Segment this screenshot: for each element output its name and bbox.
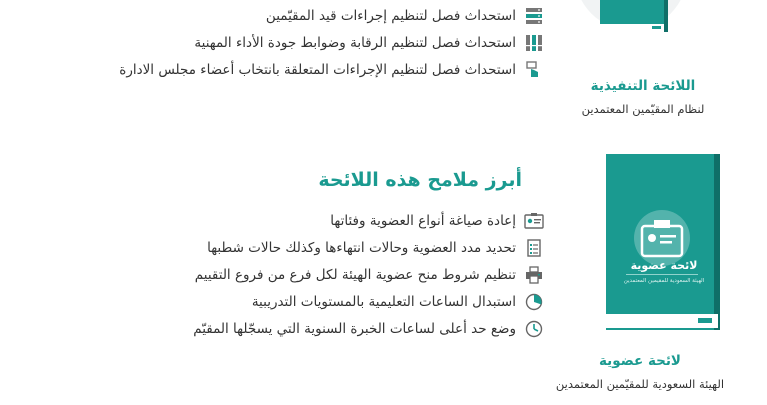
bottom-book-caption: [540, 353, 740, 391]
section-heading: أبرز ملامح هذه اللائحة: [318, 169, 522, 191]
pie-chart-icon: [523, 292, 545, 312]
binders-icon: [523, 33, 545, 53]
list-item-text: استحداث فصل لتنظيم الرقابة وضوابط جودة الأداء المهنية: [194, 34, 516, 51]
list-item-text: استبدال الساعات التعليمية بالمستويات التدريبية: [251, 293, 516, 310]
membership-regulation-book-cover: [602, 152, 722, 332]
top-book-title: اللائحة التنفيذية: [590, 78, 696, 94]
list-item: [119, 29, 545, 56]
list-item: [193, 315, 545, 342]
list-item: [193, 207, 545, 234]
top-book-subtitle: لنظام المقيّمين المعتمدين: [581, 102, 705, 116]
book-cover-subtitle: الهيئة السعودية للمقيمين المعتمدين: [623, 278, 705, 284]
clock-icon: [523, 319, 545, 339]
list-item-text: تحديد مدد العضوية وحالات انتهاءها وكذلك حالات شطبها: [207, 239, 516, 256]
bottom-book-title: لائحة عضوية: [599, 353, 681, 369]
list-item: [119, 56, 545, 83]
list-item-text: استحداث فصل لتنظيم إجراءات قيد المقيّمين: [265, 7, 516, 24]
top-book-caption: [568, 78, 718, 116]
highlights-list: [193, 207, 545, 342]
list-item-text: تنظيم شروط منح عضوية الهيئة لكل فرع من فروع التقييم: [194, 266, 516, 283]
server-stack-icon: [523, 6, 545, 26]
list-item: [193, 288, 545, 315]
bottom-book-subtitle: الهيئة السعودية للمقيّمين المعتمدين: [555, 377, 725, 391]
top-feature-list: [119, 2, 545, 83]
list-item: [119, 2, 545, 29]
checklist-icon: [523, 238, 545, 258]
executive-regulation-book-cover: [572, 0, 690, 42]
id-card-icon: [523, 211, 545, 231]
list-item: [193, 234, 545, 261]
list-item: [193, 261, 545, 288]
printer-document-icon: [523, 265, 545, 285]
list-item-text: إعادة صياغة أنواع العضوية وفئاتها: [330, 212, 516, 229]
book-cover-title: لائحة عضوية: [630, 259, 698, 272]
vote-hand-icon: [523, 60, 545, 80]
list-item-text: وضع حد أعلى لساعات الخبرة السنوية التي يسجّلها المقيّم: [193, 320, 516, 337]
list-item-text: استحداث فصل لتنظيم الإجراءات المتعلقة بانتخاب أعضاء مجلس الادارة: [119, 61, 516, 78]
